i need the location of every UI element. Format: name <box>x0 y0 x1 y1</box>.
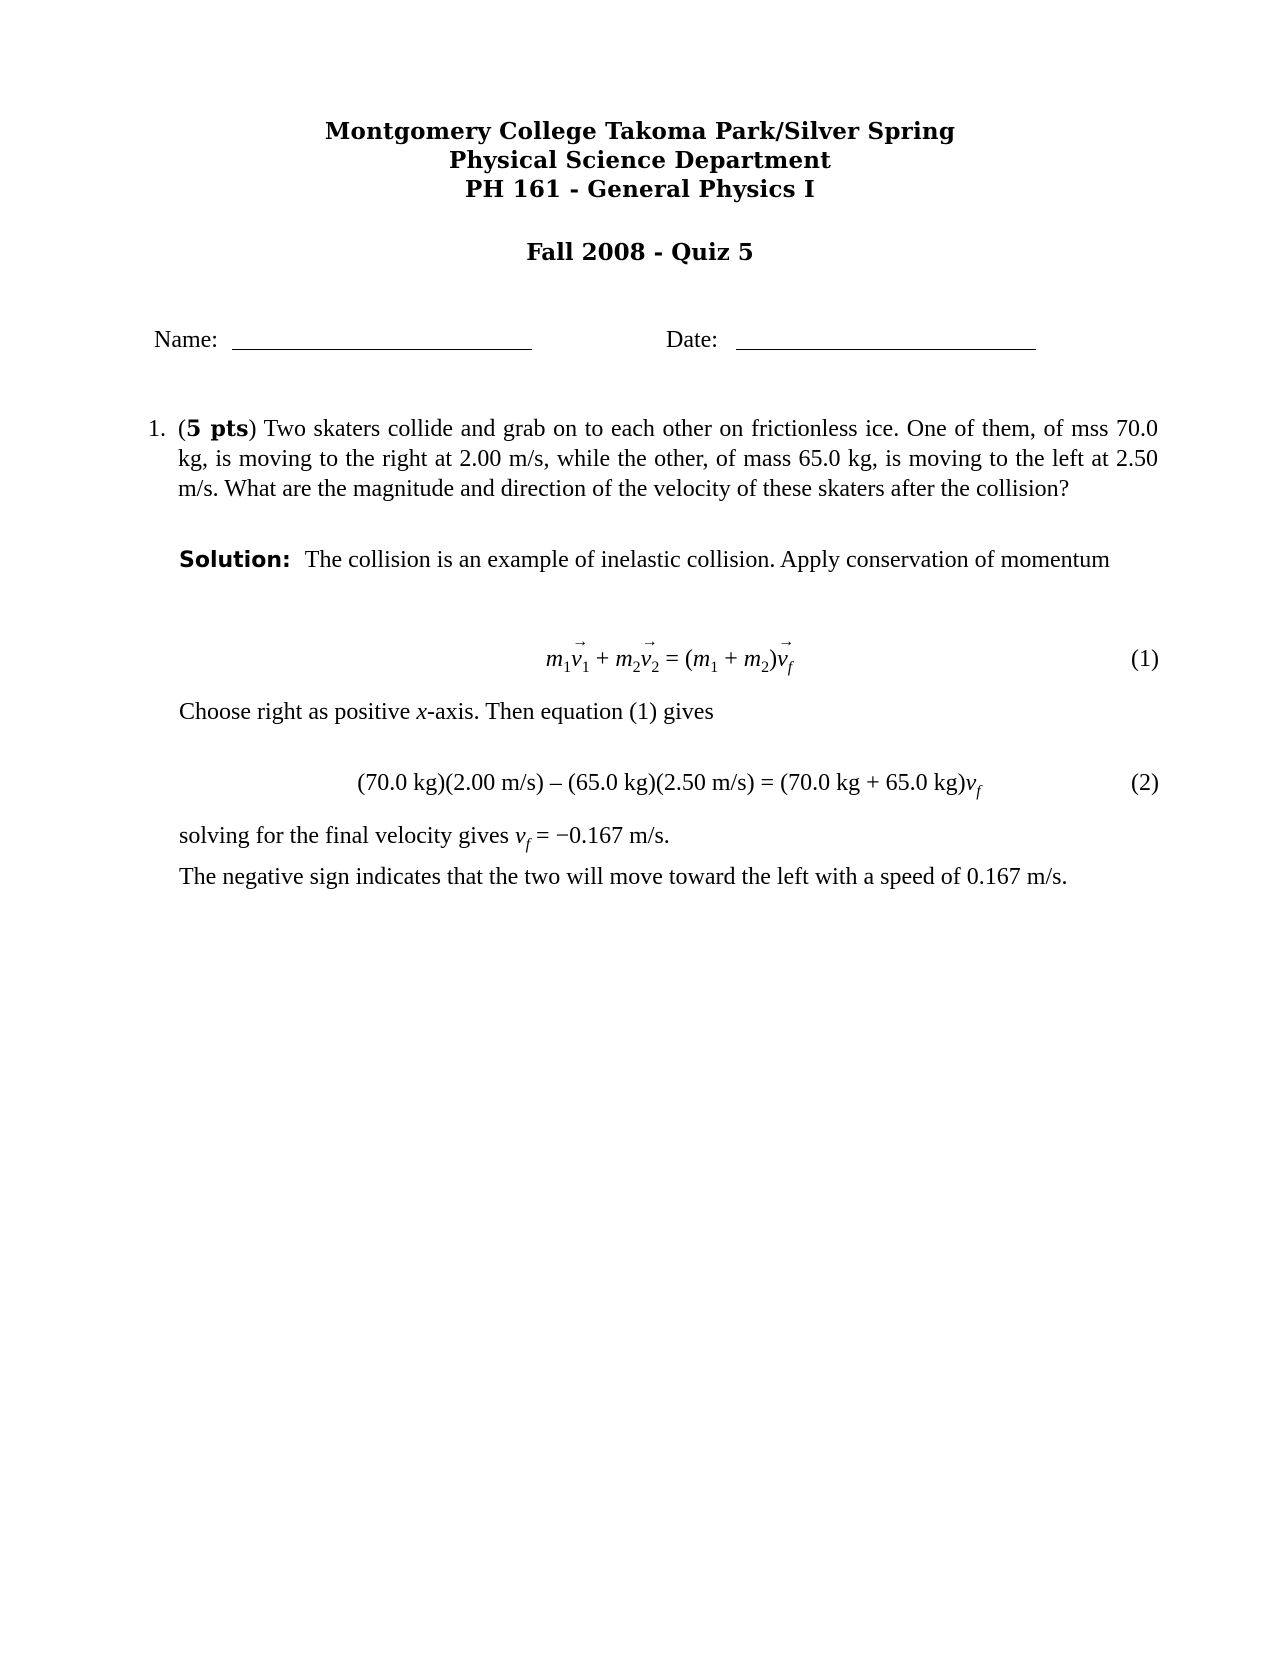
problem-number: 1. <box>148 416 166 442</box>
choose-text-part-b: -axis. Then equation (1) gives <box>426 699 714 725</box>
choose-text-variable: x <box>416 699 427 725</box>
equation-2 <box>179 770 1159 804</box>
equation-2-left: (70.0 kg)(2.00 m/s) – (65.0 kg)(2.50 m/s) = (70.0 kg + 65.0 kg) <box>357 770 966 796</box>
institution-title: Montgomery College Takoma Park/Silver Spring <box>324 118 956 145</box>
date-label: Date: <box>666 327 718 353</box>
solving-text-value: = −0.167 m/s. <box>530 823 670 849</box>
solution-intro-text: The collision is an example of inelastic collision. Apply conservation of momentum <box>304 547 1110 573</box>
equation-1 <box>179 646 1159 680</box>
course-title: PH 161 - General Physics I <box>465 176 815 203</box>
choose-text-part-a: Choose right as positive <box>179 699 417 725</box>
date-field <box>666 326 718 354</box>
problem-text: Two skaters collide and grab on to each other on frictionless ice. One of them, of mss 70.0 kg, is moving to the right at 2.00 m/s, while the other, of mass 65.0 kg, is moving to the left at 2.50 m/s. What are the magnitude and direction of the velocity of these skaters after the collision? <box>178 416 1159 502</box>
name-label: Name: <box>154 327 218 353</box>
department-title: Physical Science Department <box>448 147 832 174</box>
problem-statement: (5 pts) Two skaters collide and grab on to each other on frictionless ice. One of them, of mss 70.0 kg, is moving to the right at 2.00 m/s, while the other, of mass 65.0 kg, is moving to the left at 2.50 m/s. What are the magnitude and direction of the velocity of these skaters after the collision? <box>178 416 1159 502</box>
name-blank-line <box>232 349 532 350</box>
equation-1-expression: $m_1\to v_1 + m_2\to v_2 = (m_1 + m_2)\to v_f$ <box>179 646 1159 673</box>
solution-intro <box>179 545 1159 576</box>
equation-1-number: (1) <box>1131 646 1159 672</box>
quiz-title: Fall 2008 - Quiz 5 <box>526 239 754 266</box>
problem-1 <box>148 414 1158 504</box>
choose-axis-text <box>179 697 1169 727</box>
name-field <box>154 326 218 354</box>
date-blank-line <box>736 349 1036 350</box>
solving-text-lead: solving for the final velocity gives <box>179 823 515 849</box>
problem-points: 5 pts <box>186 416 249 442</box>
equation-2-number: (2) <box>1131 770 1159 796</box>
solving-text: solving for the final velocity gives $v_f = -0.167$ m/s. <box>179 823 670 853</box>
solution-label: Solution: <box>179 548 291 573</box>
equation-2-expression: (70.0 kg)(2.00 m/s) – (65.0 kg)(2.50 m/s) = (70.0 kg + 65.0 $kg)v_f$ <box>357 770 981 800</box>
conclusion-text: The negative sign indicates that the two will move toward the left with a speed of 0.167 m/s. <box>179 864 1068 890</box>
document-header <box>0 117 1280 204</box>
